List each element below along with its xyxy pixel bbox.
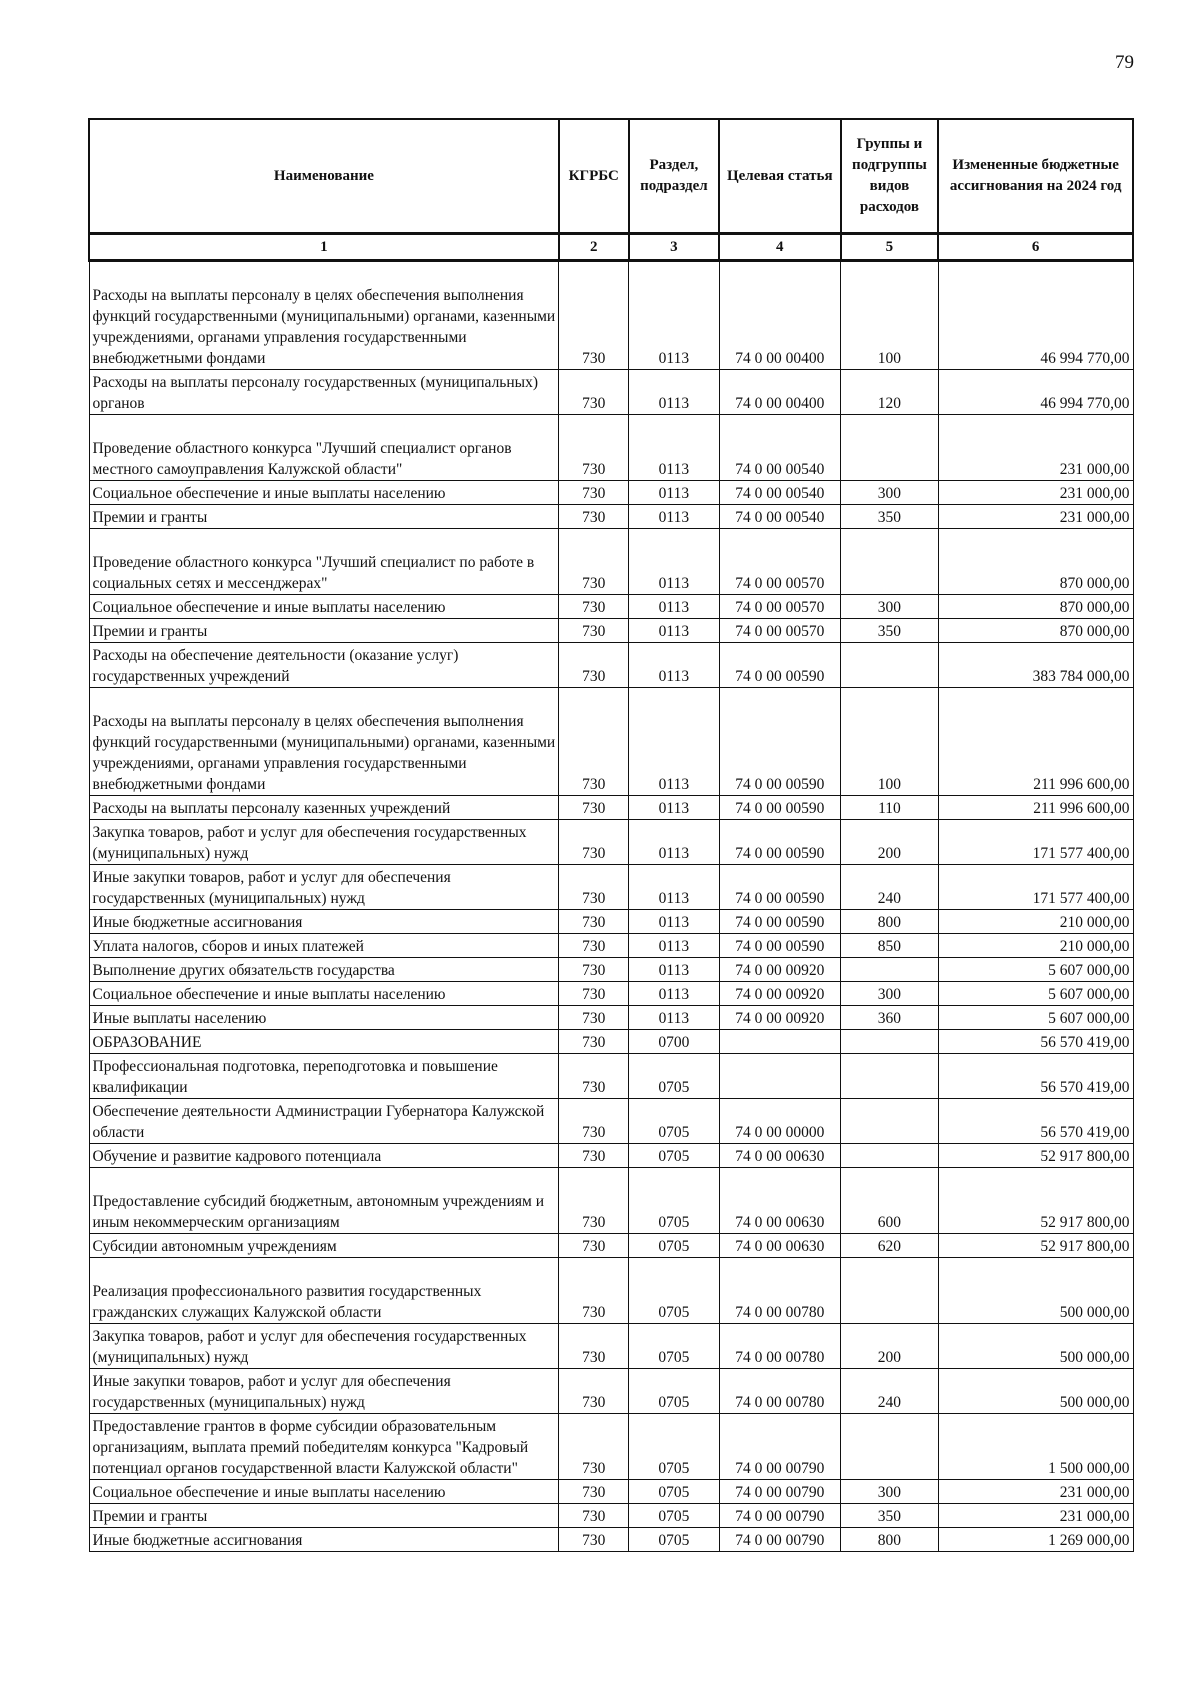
row-section-cell: 0113 [629, 595, 719, 619]
row-expense-group-cell: 600 [841, 1168, 939, 1234]
column-number: 2 [559, 234, 629, 261]
row-kgrbs-cell: 730 [559, 796, 629, 820]
row-target-article-cell: 74 0 00 00570 [719, 529, 840, 595]
row-expense-group-cell: 300 [841, 982, 939, 1006]
row-target-article-cell: 74 0 00 00920 [719, 958, 840, 982]
row-section-cell: 0113 [629, 643, 719, 688]
row-amount-cell: 231 000,00 [938, 415, 1133, 481]
row-expense-group-cell: 350 [841, 1504, 939, 1528]
table-row [89, 595, 1133, 619]
page-number: 79 [1115, 52, 1134, 73]
row-target-article-cell: 74 0 00 00790 [719, 1414, 840, 1480]
table-header-row [89, 119, 1133, 234]
row-kgrbs-cell: 730 [559, 505, 629, 529]
table-row [89, 796, 1133, 820]
row-section-cell: 0113 [629, 796, 719, 820]
table-row [89, 1168, 1133, 1234]
row-amount-cell: 210 000,00 [938, 910, 1133, 934]
row-name-cell: Социальное обеспечение и иные выплаты населению [89, 982, 559, 1006]
row-expense-group-cell: 120 [841, 370, 939, 415]
table-row [89, 529, 1133, 595]
row-expense-group-cell: 360 [841, 1006, 939, 1030]
row-kgrbs-cell: 730 [559, 643, 629, 688]
table-row [89, 1054, 1133, 1099]
row-kgrbs-cell: 730 [559, 865, 629, 910]
row-kgrbs-cell: 730 [559, 529, 629, 595]
row-expense-group-cell [841, 529, 939, 595]
row-kgrbs-cell: 730 [559, 1144, 629, 1168]
row-amount-cell: 171 577 400,00 [938, 865, 1133, 910]
row-name-cell: Премии и гранты [89, 619, 559, 643]
row-kgrbs-cell: 730 [559, 820, 629, 865]
row-amount-cell: 500 000,00 [938, 1324, 1133, 1369]
table-row [89, 1324, 1133, 1369]
row-expense-group-cell: 100 [841, 261, 939, 370]
row-expense-group-cell: 300 [841, 595, 939, 619]
row-name-cell: Иные бюджетные ассигнования [89, 910, 559, 934]
row-section-cell: 0113 [629, 529, 719, 595]
row-expense-group-cell [841, 1258, 939, 1324]
row-amount-cell: 56 570 419,00 [938, 1099, 1133, 1144]
row-kgrbs-cell: 730 [559, 1006, 629, 1030]
row-kgrbs-cell: 730 [559, 1324, 629, 1369]
row-name-cell: Расходы на выплаты персоналу государственных (муниципальных) органов [89, 370, 559, 415]
column-header-kgrbs: КГРБС [559, 119, 629, 234]
row-expense-group-cell [841, 643, 939, 688]
row-section-cell: 0113 [629, 481, 719, 505]
table-row [89, 1144, 1133, 1168]
row-amount-cell: 231 000,00 [938, 481, 1133, 505]
row-target-article-cell: 74 0 00 00540 [719, 415, 840, 481]
column-number: 5 [841, 234, 939, 261]
table-row [89, 1414, 1133, 1480]
row-amount-cell: 5 607 000,00 [938, 1006, 1133, 1030]
column-header-target-article: Целевая статья [719, 119, 840, 234]
table-row [89, 1006, 1133, 1030]
table-row [89, 934, 1133, 958]
row-target-article-cell: 74 0 00 00630 [719, 1144, 840, 1168]
row-name-cell: Предоставление субсидий бюджетным, автономным учреждениям и иным некоммерческим организациям [89, 1168, 559, 1234]
row-kgrbs-cell: 730 [559, 1504, 629, 1528]
row-amount-cell: 870 000,00 [938, 529, 1133, 595]
row-expense-group-cell [841, 1054, 939, 1099]
row-name-cell: Реализация профессионального развития государственных гражданских служащих Калужской области [89, 1258, 559, 1324]
row-section-cell: 0113 [629, 619, 719, 643]
table-row [89, 958, 1133, 982]
row-name-cell: Уплата налогов, сборов и иных платежей [89, 934, 559, 958]
row-expense-group-cell [841, 1030, 939, 1054]
table-row [89, 1258, 1133, 1324]
row-section-cell: 0705 [629, 1414, 719, 1480]
row-amount-cell: 231 000,00 [938, 505, 1133, 529]
budget-table [88, 118, 1134, 1552]
table-row [89, 1480, 1133, 1504]
row-section-cell: 0705 [629, 1168, 719, 1234]
row-target-article-cell: 74 0 00 00590 [719, 934, 840, 958]
row-target-article-cell: 74 0 00 00000 [719, 1099, 840, 1144]
table-row [89, 1030, 1133, 1054]
row-amount-cell: 231 000,00 [938, 1504, 1133, 1528]
row-name-cell: Обеспечение деятельности Администрации Губернатора Калужской области [89, 1099, 559, 1144]
row-kgrbs-cell: 730 [559, 1234, 629, 1258]
column-header-name: Наименование [89, 119, 559, 234]
row-name-cell: Расходы на обеспечение деятельности (оказание услуг) государственных учреждений [89, 643, 559, 688]
row-kgrbs-cell: 730 [559, 1480, 629, 1504]
row-target-article-cell: 74 0 00 00780 [719, 1369, 840, 1414]
row-kgrbs-cell: 730 [559, 1030, 629, 1054]
row-kgrbs-cell: 730 [559, 619, 629, 643]
row-amount-cell: 500 000,00 [938, 1258, 1133, 1324]
row-kgrbs-cell: 730 [559, 1369, 629, 1414]
table-row [89, 910, 1133, 934]
row-section-cell: 0113 [629, 934, 719, 958]
row-kgrbs-cell: 730 [559, 1258, 629, 1324]
row-amount-cell: 46 994 770,00 [938, 370, 1133, 415]
row-name-cell: Расходы на выплаты персоналу в целях обеспечения выполнения функций государственными (муниципальными) органами, казенными учреждениями, органами управления государственными внебюджетными фондами [89, 261, 559, 370]
row-target-article-cell: 74 0 00 00790 [719, 1528, 840, 1552]
row-expense-group-cell [841, 1144, 939, 1168]
row-section-cell: 0705 [629, 1504, 719, 1528]
row-name-cell: Предоставление грантов в форме субсидии образовательным организациям, выплата премий победителям конкурса "Кадровый потенциал органов государственной власти Калужской области" [89, 1414, 559, 1480]
row-name-cell: Премии и гранты [89, 505, 559, 529]
row-target-article-cell: 74 0 00 00780 [719, 1324, 840, 1369]
row-expense-group-cell: 240 [841, 1369, 939, 1414]
row-amount-cell: 870 000,00 [938, 619, 1133, 643]
row-kgrbs-cell: 730 [559, 688, 629, 796]
row-name-cell: Иные бюджетные ассигнования [89, 1528, 559, 1552]
row-target-article-cell: 74 0 00 00400 [719, 261, 840, 370]
column-number-row [89, 234, 1133, 261]
column-header-amount: Измененные бюджетные ассигнования на 2024 год [938, 119, 1133, 234]
row-expense-group-cell: 850 [841, 934, 939, 958]
table-row [89, 643, 1133, 688]
row-name-cell: Субсидии автономным учреждениям [89, 1234, 559, 1258]
row-section-cell: 0113 [629, 688, 719, 796]
row-section-cell: 0705 [629, 1258, 719, 1324]
row-section-cell: 0705 [629, 1054, 719, 1099]
row-target-article-cell: 74 0 00 00780 [719, 1258, 840, 1324]
row-section-cell: 0113 [629, 370, 719, 415]
table-row [89, 1099, 1133, 1144]
row-kgrbs-cell: 730 [559, 958, 629, 982]
column-number: 3 [629, 234, 719, 261]
table-row [89, 505, 1133, 529]
row-section-cell: 0113 [629, 958, 719, 982]
table-row [89, 261, 1133, 370]
row-name-cell: Выполнение других обязательств государства [89, 958, 559, 982]
table-row [89, 982, 1133, 1006]
row-target-article-cell: 74 0 00 00590 [719, 643, 840, 688]
column-number: 6 [938, 234, 1133, 261]
row-expense-group-cell: 100 [841, 688, 939, 796]
row-expense-group-cell: 110 [841, 796, 939, 820]
column-header-expense-group: Группы и подгруппы видов расходов [841, 119, 939, 234]
row-amount-cell: 171 577 400,00 [938, 820, 1133, 865]
table-row [89, 820, 1133, 865]
row-section-cell: 0113 [629, 910, 719, 934]
row-target-article-cell [719, 1030, 840, 1054]
row-kgrbs-cell: 730 [559, 1414, 629, 1480]
row-target-article-cell: 74 0 00 00630 [719, 1168, 840, 1234]
row-kgrbs-cell: 730 [559, 1099, 629, 1144]
table-row [89, 481, 1133, 505]
row-expense-group-cell [841, 1099, 939, 1144]
table-row [89, 688, 1133, 796]
row-section-cell: 0705 [629, 1528, 719, 1552]
table-row [89, 370, 1133, 415]
row-expense-group-cell: 240 [841, 865, 939, 910]
row-section-cell: 0113 [629, 820, 719, 865]
row-target-article-cell: 74 0 00 00570 [719, 619, 840, 643]
row-amount-cell: 56 570 419,00 [938, 1030, 1133, 1054]
row-amount-cell: 231 000,00 [938, 1480, 1133, 1504]
row-section-cell: 0113 [629, 1006, 719, 1030]
table-row [89, 1234, 1133, 1258]
row-target-article-cell: 74 0 00 00540 [719, 481, 840, 505]
row-expense-group-cell: 350 [841, 619, 939, 643]
row-target-article-cell [719, 1054, 840, 1099]
row-section-cell: 0705 [629, 1099, 719, 1144]
row-name-cell: Расходы на выплаты персоналу казенных учреждений [89, 796, 559, 820]
table-body [89, 261, 1133, 1552]
row-name-cell: Иные закупки товаров, работ и услуг для обеспечения государственных (муниципальных) нужд [89, 1369, 559, 1414]
row-amount-cell: 5 607 000,00 [938, 982, 1133, 1006]
column-number: 4 [719, 234, 840, 261]
row-target-article-cell: 74 0 00 00400 [719, 370, 840, 415]
row-amount-cell: 1 500 000,00 [938, 1414, 1133, 1480]
row-kgrbs-cell: 730 [559, 261, 629, 370]
row-section-cell: 0113 [629, 261, 719, 370]
row-section-cell: 0705 [629, 1234, 719, 1258]
row-target-article-cell: 74 0 00 00790 [719, 1504, 840, 1528]
row-target-article-cell: 74 0 00 00590 [719, 910, 840, 934]
table-row [89, 1369, 1133, 1414]
row-kgrbs-cell: 730 [559, 481, 629, 505]
table-row [89, 1528, 1133, 1552]
row-name-cell: Социальное обеспечение и иные выплаты населению [89, 481, 559, 505]
row-expense-group-cell: 350 [841, 505, 939, 529]
column-number: 1 [89, 234, 559, 261]
row-expense-group-cell: 300 [841, 481, 939, 505]
row-section-cell: 0113 [629, 865, 719, 910]
row-section-cell: 0705 [629, 1369, 719, 1414]
row-expense-group-cell: 300 [841, 1480, 939, 1504]
row-section-cell: 0113 [629, 982, 719, 1006]
row-amount-cell: 52 917 800,00 [938, 1144, 1133, 1168]
row-expense-group-cell [841, 415, 939, 481]
row-name-cell: Социальное обеспечение и иные выплаты населению [89, 595, 559, 619]
row-name-cell: Иные выплаты населению [89, 1006, 559, 1030]
row-amount-cell: 5 607 000,00 [938, 958, 1133, 982]
row-target-article-cell: 74 0 00 00590 [719, 688, 840, 796]
row-target-article-cell: 74 0 00 00590 [719, 820, 840, 865]
row-target-article-cell: 74 0 00 00790 [719, 1480, 840, 1504]
row-amount-cell: 52 917 800,00 [938, 1168, 1133, 1234]
row-name-cell: Расходы на выплаты персоналу в целях обеспечения выполнения функций государственными (муниципальными) органами, казенными учреждениями, органами управления государственными внебюджетными фондами [89, 688, 559, 796]
row-amount-cell: 210 000,00 [938, 934, 1133, 958]
row-amount-cell: 56 570 419,00 [938, 1054, 1133, 1099]
row-expense-group-cell: 800 [841, 1528, 939, 1552]
row-expense-group-cell [841, 1414, 939, 1480]
row-amount-cell: 383 784 000,00 [938, 643, 1133, 688]
row-target-article-cell: 74 0 00 00590 [719, 796, 840, 820]
row-amount-cell: 211 996 600,00 [938, 796, 1133, 820]
row-target-article-cell: 74 0 00 00540 [719, 505, 840, 529]
row-amount-cell: 46 994 770,00 [938, 261, 1133, 370]
row-expense-group-cell: 800 [841, 910, 939, 934]
table-row [89, 415, 1133, 481]
row-name-cell: Закупка товаров, работ и услуг для обеспечения государственных (муниципальных) нужд [89, 820, 559, 865]
row-kgrbs-cell: 730 [559, 595, 629, 619]
row-name-cell: Профессиональная подготовка, переподготовка и повышение квалификации [89, 1054, 559, 1099]
row-target-article-cell: 74 0 00 00630 [719, 1234, 840, 1258]
row-amount-cell: 870 000,00 [938, 595, 1133, 619]
row-section-cell: 0705 [629, 1324, 719, 1369]
row-section-cell: 0113 [629, 415, 719, 481]
row-amount-cell: 52 917 800,00 [938, 1234, 1133, 1258]
row-name-cell: Проведение областного конкурса "Лучший специалист органов местного самоуправления Калужской области" [89, 415, 559, 481]
row-amount-cell: 500 000,00 [938, 1369, 1133, 1414]
row-name-cell: Обучение и развитие кадрового потенциала [89, 1144, 559, 1168]
row-kgrbs-cell: 730 [559, 934, 629, 958]
row-name-cell: ОБРАЗОВАНИЕ [89, 1030, 559, 1054]
row-kgrbs-cell: 730 [559, 1054, 629, 1099]
row-kgrbs-cell: 730 [559, 370, 629, 415]
row-name-cell: Иные закупки товаров, работ и услуг для обеспечения государственных (муниципальных) нужд [89, 865, 559, 910]
row-section-cell: 0705 [629, 1480, 719, 1504]
row-target-article-cell: 74 0 00 00590 [719, 865, 840, 910]
row-name-cell: Социальное обеспечение и иные выплаты населению [89, 1480, 559, 1504]
table-row [89, 865, 1133, 910]
row-target-article-cell: 74 0 00 00920 [719, 982, 840, 1006]
row-expense-group-cell: 200 [841, 1324, 939, 1369]
row-expense-group-cell [841, 958, 939, 982]
row-target-article-cell: 74 0 00 00920 [719, 1006, 840, 1030]
row-kgrbs-cell: 730 [559, 1168, 629, 1234]
row-name-cell: Закупка товаров, работ и услуг для обеспечения государственных (муниципальных) нужд [89, 1324, 559, 1369]
column-header-section: Раздел, подраздел [629, 119, 719, 234]
row-kgrbs-cell: 730 [559, 982, 629, 1006]
table-row [89, 619, 1133, 643]
row-name-cell: Премии и гранты [89, 1504, 559, 1528]
row-expense-group-cell: 200 [841, 820, 939, 865]
row-amount-cell: 211 996 600,00 [938, 688, 1133, 796]
row-section-cell: 0705 [629, 1144, 719, 1168]
row-section-cell: 0700 [629, 1030, 719, 1054]
table-row [89, 1504, 1133, 1528]
row-kgrbs-cell: 730 [559, 910, 629, 934]
row-kgrbs-cell: 730 [559, 1528, 629, 1552]
row-kgrbs-cell: 730 [559, 415, 629, 481]
row-section-cell: 0113 [629, 505, 719, 529]
row-name-cell: Проведение областного конкурса "Лучший специалист по работе в социальных сетях и мессенджерах" [89, 529, 559, 595]
row-expense-group-cell: 620 [841, 1234, 939, 1258]
row-target-article-cell: 74 0 00 00570 [719, 595, 840, 619]
row-amount-cell: 1 269 000,00 [938, 1528, 1133, 1552]
